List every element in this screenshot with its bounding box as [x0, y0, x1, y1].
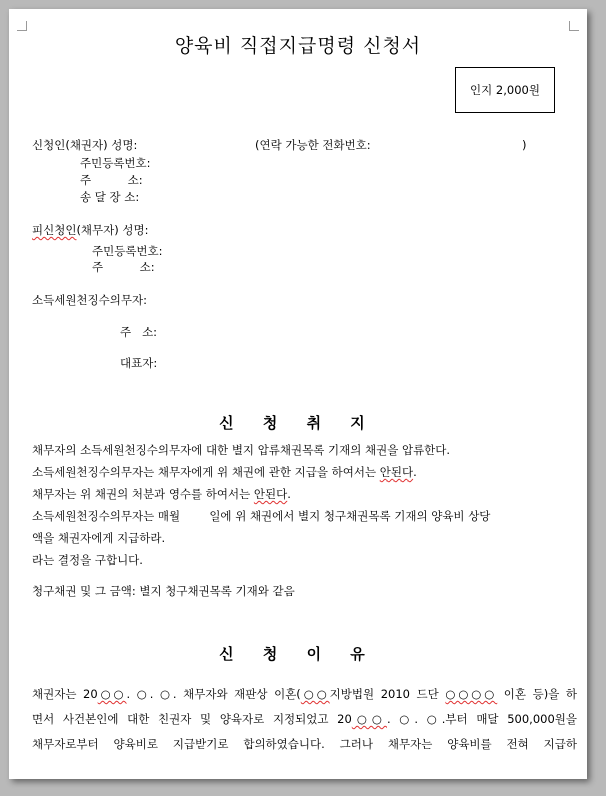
purpose-line: 채무자의 소득세원천징수의무자에 대한 별지 압류채권목록 기재의 채권을 압류한다.: [32, 443, 451, 457]
purpose-body: [32, 439, 577, 571]
applicant-service-label: 송 달 장 소:: [80, 190, 140, 204]
document-title: 양육비 직접지급명령 신청서: [174, 35, 422, 57]
purpose-line: 채무자는 위 채권의 처분과 영수를 하여서는 안된다.: [32, 487, 291, 501]
reason-heading: 신 청 이 유: [219, 645, 377, 663]
claim-amount-line: 청구채권 및 그 금액: 별지 청구채권목록 기재와 같음: [32, 584, 295, 598]
applicant-contact-close: ): [522, 138, 527, 152]
respondent-rrn-label: 주민등록번호:: [92, 244, 163, 258]
reason-line: 채권자는 20○○. ○. ○. 채무자와 재판상 이혼(○○지방법원 2010 드단 ○○○○ 이혼 등)을 하: [32, 687, 578, 701]
page-corner-mark: [569, 21, 579, 31]
reason-body: [32, 682, 577, 757]
stamp-fee-box: 인지 2,000원: [455, 67, 555, 113]
applicant-rrn-label: 주민등록번호:: [80, 156, 151, 170]
purpose-line: 소득세원천징수의무자는 채무자에게 위 채권에 관한 지급을 하여서는 안된다.: [32, 465, 417, 479]
respondent-prefix: 피신청인: [32, 223, 77, 237]
payer-label: 소득세원천징수의무자:: [32, 293, 147, 307]
payer-representative-label: 대표자:: [120, 356, 158, 370]
respondent-name-label: [32, 223, 149, 237]
page-corner-mark: [17, 21, 27, 31]
payer-address-label: 주 소:: [120, 325, 158, 339]
applicant-address-label: 주 소:: [80, 173, 143, 187]
applicant-name-label: 신청인(채권자) 성명:: [32, 138, 138, 152]
purpose-line: 액을 채권자에게 지급하라.: [32, 531, 166, 545]
purpose-line: 라는 결정을 구합니다.: [32, 553, 143, 567]
respondent-suffix: (채무자) 성명:: [76, 223, 149, 237]
purpose-line: 소득세원천징수의무자는 매월 일에 위 채권에서 별지 청구채권목록 기재의 양육비 상당: [32, 509, 491, 523]
applicant-contact-label: (연락 가능한 전화번호:: [255, 138, 371, 152]
purpose-heading: 신 청 취 지: [219, 414, 377, 432]
document-page: [9, 9, 587, 779]
reason-line: 채무자로부터 양육비로 지급받기로 합의하였습니다. 그러나 채무자는 양육비를 전혀 지급하: [32, 737, 577, 751]
reason-line: 면서 사건본인에 대한 친권자 및 양육자로 지정되었고 20○○. ○. ○.부터 매달 500,000원을: [32, 712, 577, 726]
respondent-address-label: 주 소:: [92, 260, 155, 274]
